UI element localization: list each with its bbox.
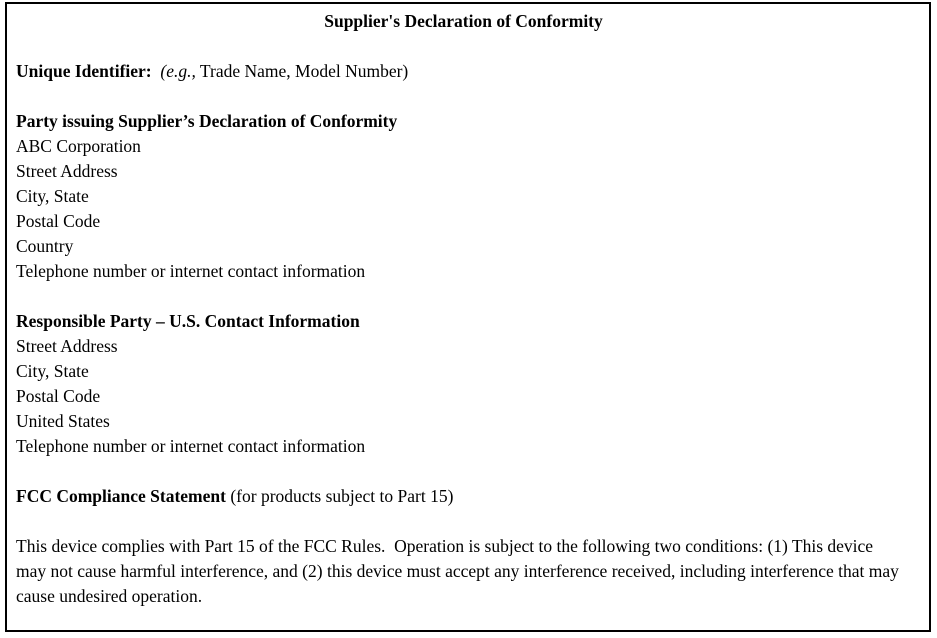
blank-line <box>16 459 911 484</box>
party-line-company: ABC Corporation <box>16 136 141 156</box>
unique-identifier-label: Unique Identifier: <box>16 61 152 81</box>
fcc-compliance-paragraph: This device complies with Part 15 of the FCC Rules. Operation is subject to the following two conditions: (1) This device may not cause harmful interference, and (2) this device must accept any interference received, including interference that may cause undesired operation. <box>16 536 904 606</box>
blank-line <box>16 509 911 534</box>
blank-line <box>16 34 911 59</box>
unique-identifier-example-rest: Trade Name, Model Number) <box>195 61 409 81</box>
responsible-line-telephone: Telephone number or internet contact information <box>16 436 366 456</box>
blank-line <box>16 284 911 309</box>
responsible-line-postal-code: Postal Code <box>16 386 101 406</box>
party-line-street: Street Address <box>16 161 118 181</box>
unique-identifier-example-abbr: (e.g., <box>160 61 196 81</box>
fcc-heading-bold: FCC Compliance Statement <box>16 486 226 506</box>
unique-identifier-line <box>16 59 911 84</box>
party-line-city-state: City, State <box>16 186 89 206</box>
party-line-telephone: Telephone number or internet contact information <box>16 261 366 281</box>
party-line-country: Country <box>16 236 74 256</box>
responsible-line-street: Street Address <box>16 336 118 356</box>
declaration-box <box>5 2 931 632</box>
party-line-postal-code: Postal Code <box>16 211 101 231</box>
party-section-heading: Party issuing Supplier’s Declaration of Conformity <box>16 111 398 131</box>
responsible-line-city-state: City, State <box>16 361 89 381</box>
responsible-line-country: United States <box>16 411 110 431</box>
fcc-heading-rest: (for products subject to Part 15) <box>225 486 454 506</box>
blank-line <box>16 84 911 109</box>
responsible-section-heading: Responsible Party – U.S. Contact Information <box>16 311 360 331</box>
document-title: Supplier's Declaration of Conformity <box>324 11 603 31</box>
fcc-section-heading <box>16 484 911 509</box>
